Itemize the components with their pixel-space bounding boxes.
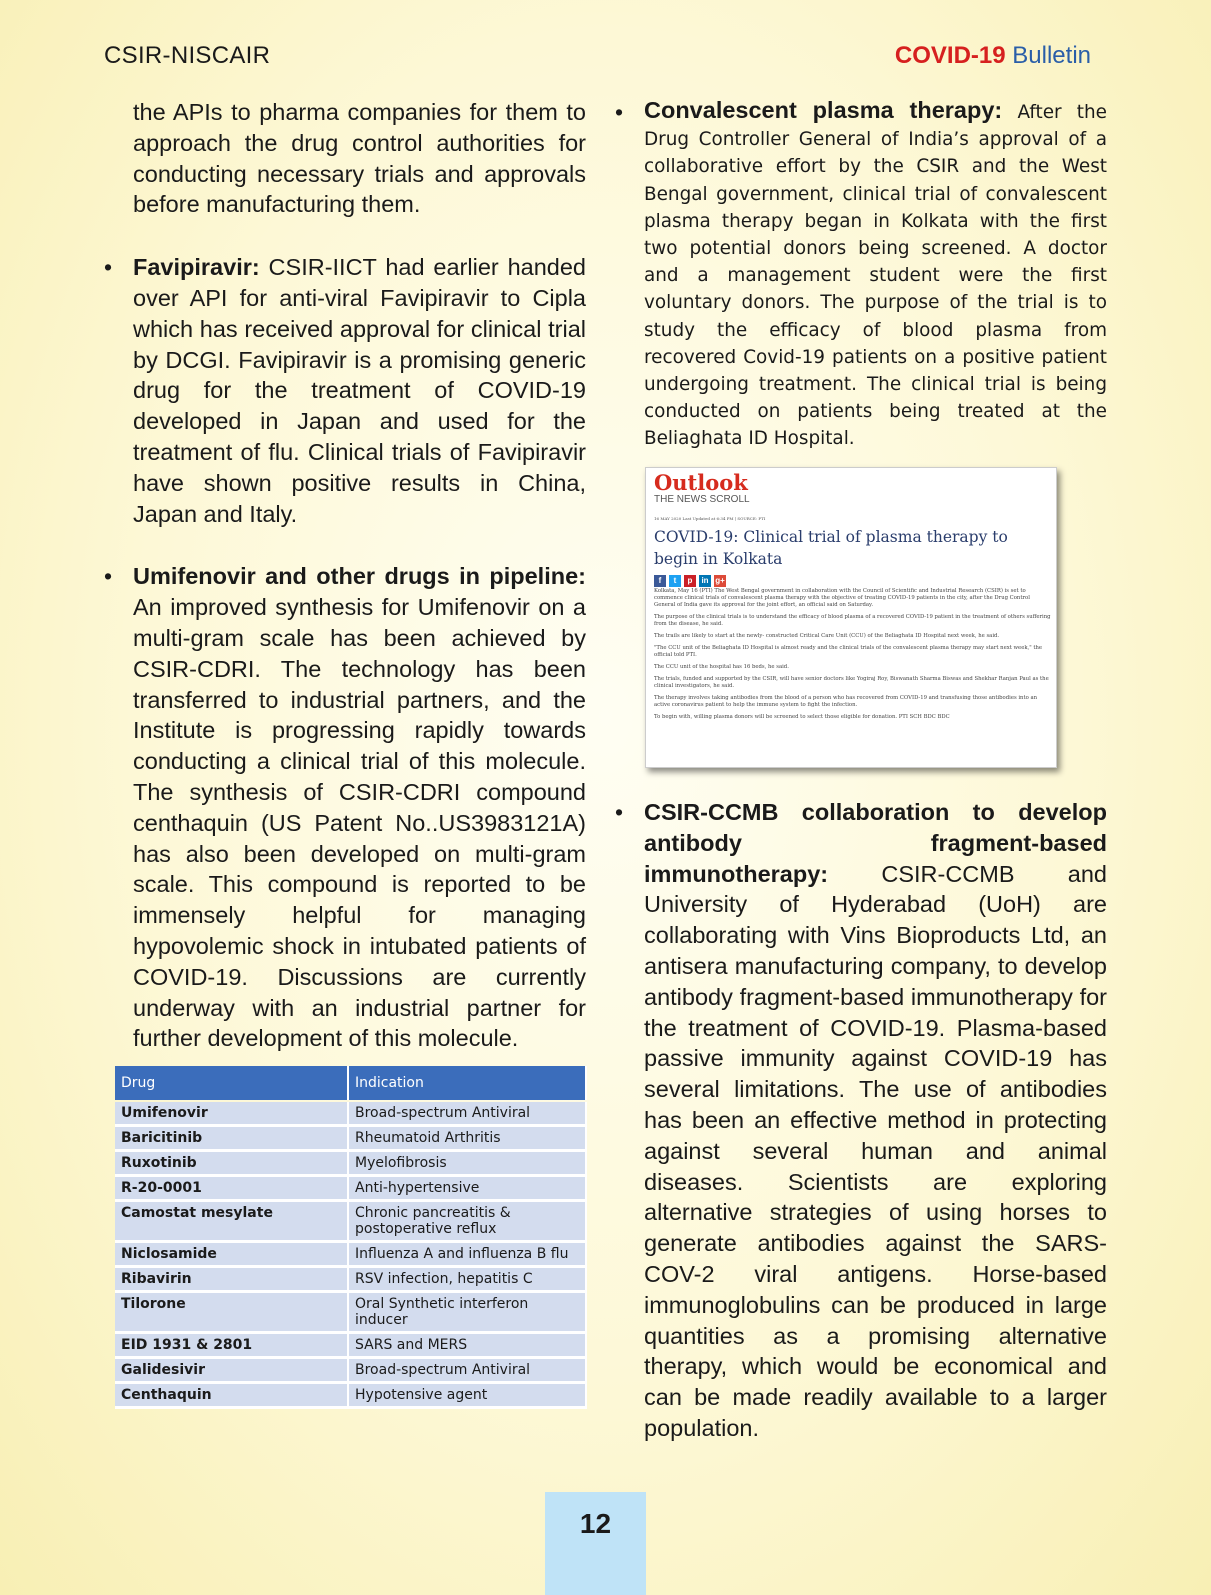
drug-cell: EID 1931 & 2801 (115, 1333, 348, 1358)
table-row (115, 1333, 586, 1358)
linkedin-icon: in (699, 575, 711, 587)
drug-cell: Ruxotinib (115, 1151, 348, 1176)
favipiravir-term: Favipiravir: (133, 254, 260, 281)
news-paragraph: The CCU unit of the hospital has 16 beds, he said. (654, 664, 789, 670)
table-row (115, 1102, 586, 1126)
pinterest-icon: p (684, 575, 696, 587)
drug-cell: Tilorone (115, 1292, 348, 1333)
table-row (115, 1242, 586, 1267)
umifenovir-term: Umifenovir and other drugs in pipeline: (133, 563, 586, 590)
twitter-icon: t (669, 575, 681, 587)
indication-cell: Influenza A and influenza B flu (348, 1242, 586, 1267)
page-number: 12 (579, 1508, 612, 1539)
googleplus-icon: g+ (715, 576, 725, 585)
indication-cell: Chronic pancreatitis & postoperative reflux (348, 1201, 586, 1242)
indication-cell: Oral Synthetic interferon inducer (348, 1292, 586, 1333)
table-row (115, 1176, 586, 1201)
drug-cell: Umifenovir (115, 1102, 348, 1126)
drug-table-body (115, 1102, 586, 1408)
favipiravir-text: CSIR-IICT had earlier handed over API for anti-viral Favipiravir to Cipla which has received approval for clinical trial by DCGI. Favipiravir is a promising generic drug for the treatment of COVID-19 developed in Japan and used for the treatment of flu. Clinical trials of Favipiravir have shown positive results in China, Japan and Italy. (133, 254, 586, 527)
ccmb-text: CSIR-CCMB and University of Hyderabad (UoH) are collaborating with Vins Bioproducts Ltd, an antisera manufacturing company, to develop antibody fragment-based immunotherapy for the treatment of COVID-19. Plasma-based passive immunity against COVID-19 has several limitations. The use of antibodies has been an effective method in protecting against several human and animal diseases. Scientists are exploring alternative strategies of using horses to generate antibodies against the SARS-COV-2 viral antigens. Horse-based immunoglobulins can be produced in large quantities as a promising alternative therapy, which would be economical and can be made readily available to a larger population. (644, 860, 1107, 1441)
table-row (115, 1292, 586, 1333)
news-paragraph: The therapy involves taking antibodies from the blood of a person who has recovered from COVID-19 and transfusing those antibodies into an active coronavirus patient to help the immune system to fight the infection. (654, 695, 1038, 708)
header-covid: COVID-19 (894, 42, 1006, 69)
indication-cell: Myelofibrosis (348, 1151, 586, 1176)
table-row (115, 1267, 586, 1292)
favipiravir-item (104, 252, 586, 529)
news-body (654, 588, 1052, 726)
news-headline: COVID-19: Clinical trial of plasma therapy to begin in Kolkata (654, 528, 1008, 568)
table-row (115, 1358, 586, 1383)
indication-cell: Broad-spectrum Antiviral (348, 1102, 586, 1126)
bullet-icon: • (615, 99, 624, 125)
table-row (115, 1151, 586, 1176)
news-section: THE NEWS SCROLL (654, 494, 750, 505)
plasma-item (615, 97, 1107, 453)
news-paragraph: The trials, funded and supported by the CSIR, will have senior doctors like Yogiraj Roy, Biswanath Sharma Biswas and Shekhar Ranjan Paul as the clinical investigators, he said. (654, 676, 1049, 689)
umifenovir-text: An improved synthesis for Umifenovir on a multi-gram scale has been achieved by CSIR-CDRI. The technology has been transferred to industrial partners, and the Institute is progressing rapidly towards conducting a clinical trial of this molecule. The synthesis of CSIR-CDRI compound centhaquin (US Patent No..US3983121A) has also been developed on multi-gram scale. This compound is reported to be immensely helpful for managing hypovolemic shock in intubated patients of COVID-19. Discussions are currently underway with an industrial partner for further development of this molecule. (133, 594, 586, 1052)
news-paragraph: "The CCU unit of the Beliaghata ID Hospital is almost ready and the clinical trials of the convalescent plasma therapy may start next week," the official told PTI. (654, 645, 1043, 658)
table-header-indication: Indication (348, 1066, 586, 1100)
indication-cell: Anti-hypertensive (348, 1176, 586, 1201)
umifenovir-item (104, 561, 586, 1054)
plasma-paragraph (644, 97, 1107, 453)
indication-cell: Broad-spectrum Antiviral (348, 1358, 586, 1383)
indication-cell: Hypotensive agent (348, 1383, 586, 1408)
indication-cell: RSV infection, hepatitis C (348, 1267, 586, 1292)
drug-table (115, 1066, 587, 1409)
news-paragraph: The purpose of the clinical trials is to understand the efficacy of blood plasma of a recovered COVID-19 patient in the treatment of others suffering from the disease, he said. (654, 614, 1051, 627)
table-row (115, 1383, 586, 1408)
news-dateline: 16 MAY 2020 Last Updated at 6:34 PM | SOURCE: PTI (654, 516, 766, 521)
umifenovir-paragraph (133, 561, 586, 1054)
drug-cell: R-20-0001 (115, 1176, 348, 1201)
ccmb-paragraph (644, 797, 1107, 1444)
table-row (115, 1201, 586, 1242)
intro-paragraph: the APIs to pharma companies for them to approach the drug control authorities for conducting necessary trials and approvals before manufacturing them. (133, 99, 586, 218)
social-icons (654, 575, 726, 587)
ccmb-term: CSIR-CCMB collaboration to develop antibody fragment-based immunotherapy: (644, 799, 1107, 887)
drug-cell: Ribavirin (115, 1267, 348, 1292)
news-paragraph: Kolkata, May 16 (PTI) The West Bengal government in collaboration with the Council of Scientific and Industrial Research (CSIR) is set to commence clinical trials of convalescent plasma therapy with the objective of treating COVID-19 patients in the city, after the Drug Control General of India gave its approval for the joint effort, an official said on Saturday. (654, 588, 1030, 608)
drug-cell: Centhaquin (115, 1383, 348, 1408)
news-paragraph: The trails are likely to start at the newly- constructed Critical Care Unit (CCU) of the Beliaghata ID Hospital next week, he said. (654, 633, 1000, 639)
indication-cell: SARS and MERS (348, 1333, 586, 1358)
right-column (615, 97, 1107, 453)
plasma-text: After the Drug Controller General of India’s approval of a collaborative effort by the CSIR and the West Bengal government, clinical trial of convalescent plasma therapy began in Kolkata with the first two potential donors being screened. A doctor and a management student were the first voluntary donors. The purpose of the trial is to study the efficacy of blood plasma from recovered Covid-19 patients on a positive patient undergoing treatment. The clinical trial is being conducted on patients being treated at the Beliaghata ID Hospital. (644, 102, 1107, 450)
indication-cell: Rheumatoid Arthritis (348, 1126, 586, 1151)
drug-cell: Baricitinib (115, 1126, 348, 1151)
table-header-drug: Drug (115, 1066, 348, 1100)
header-org: CSIR-NISCAIR (104, 42, 271, 69)
outlook-logo: Outlook (654, 470, 748, 495)
ccmb-item (615, 797, 1107, 1444)
facebook-icon: f (654, 575, 666, 587)
bullet-icon: • (615, 799, 624, 825)
table-row (115, 1126, 586, 1151)
drug-cell: Niclosamide (115, 1242, 348, 1267)
drug-cell: Galidesivir (115, 1358, 348, 1383)
plasma-term: Convalescent plasma therapy: (644, 97, 1003, 123)
bullet-icon: • (104, 563, 113, 590)
header-bulletin: Bulletin (1012, 42, 1091, 69)
drug-cell: Camostat mesylate (115, 1201, 348, 1242)
bullet-icon: • (104, 254, 113, 281)
news-clipping (645, 467, 1057, 768)
left-column (104, 97, 586, 1054)
favipiravir-paragraph (133, 252, 586, 529)
ccmb-section (615, 797, 1107, 1444)
header-title (895, 42, 1091, 70)
news-paragraph: To begin with, willing plasma donors will be screened to select those eligible for donation. PTI SCH BDC BDC (654, 714, 950, 720)
